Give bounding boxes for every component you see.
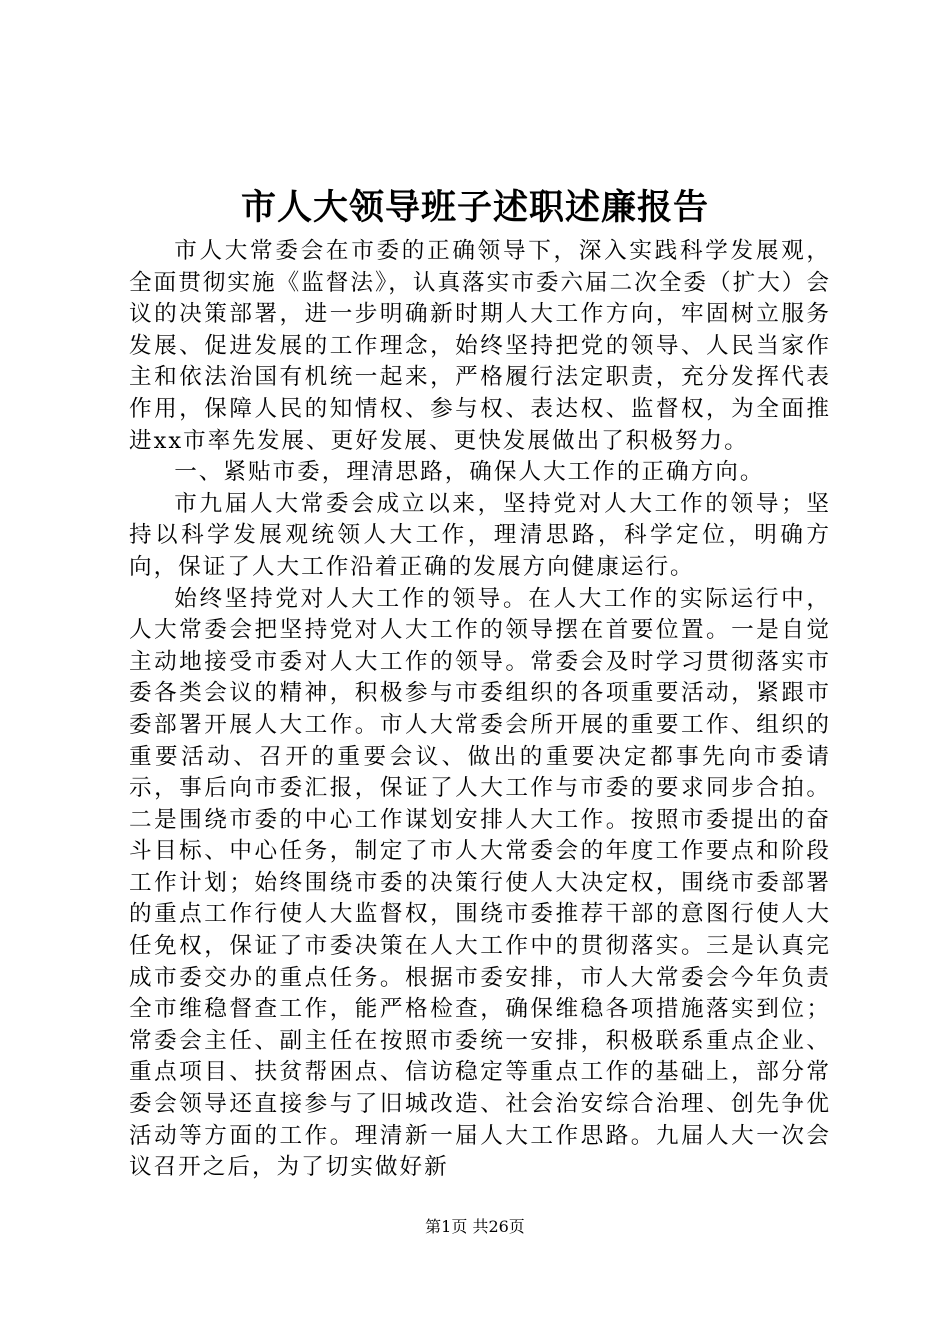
document-body [129,236,831,1184]
paragraph-party-leadership: 始终坚持党对人大工作的领导。在人大工作的实际运行中，人大常委会把坚持党对人大工作的领导摆在首要位置。一是自觉主动地接受市委对人大工作的领导。常委会及时学习贯彻落实市委各类会议的精神，积极参与市委组织的各项重要活动，紧跟市委部署开展人大工作。市人大常委会所开展的重要工作、组织的重要活动、召开的重要会议、做出的重要决定都事先向市委请示，事后向市委汇报，保证了人大工作与市委的要求同步合拍。二是围绕市委的中心工作谋划安排人大工作。按照市委提出的奋斗目标、中心任务，制定了市人大常委会的年度工作要点和阶段工作计划；始终围绕市委的决策行使人大决定权，围绕市委部署的重点工作行使人大监督权，围绕市委推荐干部的意图行使人大任免权，保证了市委决策在人大工作中的贯彻落实。三是认真完成市委交办的重点任务。根据市委安排，市人大常委会今年负责全市维稳督查工作，能严格检查，确保维稳各项措施落实到位；常委会主任、副主任在按照市委统一安排，积极联系重点企业、重点项目、扶贫帮困点、信访稳定等重点工作的基础上，部分常委会领导还直接参与了旧城改造、社会治安综合治理、创先争优活动等方面的工作。理清新一届人大工作思路。九届人大一次会议召开之后，为了切实做好新 [129,585,831,1181]
paragraph-intro: 市人大常委会在市委的正确领导下，深入实践科学发展观，全面贯彻实施《监督法》，认真落实市委六届二次全委（扩大）会议的决策部署，进一步明确新时期人大工作方向，牢固树立服务发展、促进发展的工作理念，始终坚持把党的领导、人民当家作主和依法治国有机统一起来，严格履行法定职责，充分发挥代表作用，保障人民的知情权、参与权、表达权、监督权，为全面推进xx市率先发展、更好发展、更快发展做出了积极努力。 [129,238,831,454]
document-title: 市人大领导班子述职述廉报告 [240,187,709,228]
section-heading-1: 一、紧贴市委，理清思路，确保人大工作的正确方向。 [174,459,765,486]
paragraph-section-1-summary: 市九届人大常委会成立以来，坚持党对人大工作的领导；坚持以科学发展观统领人大工作，理清思路，科学定位，明确方向，保证了人大工作沿着正确的发展方向健康运行。 [129,490,831,580]
page-footer: 第1页 共26页 [425,1217,525,1236]
